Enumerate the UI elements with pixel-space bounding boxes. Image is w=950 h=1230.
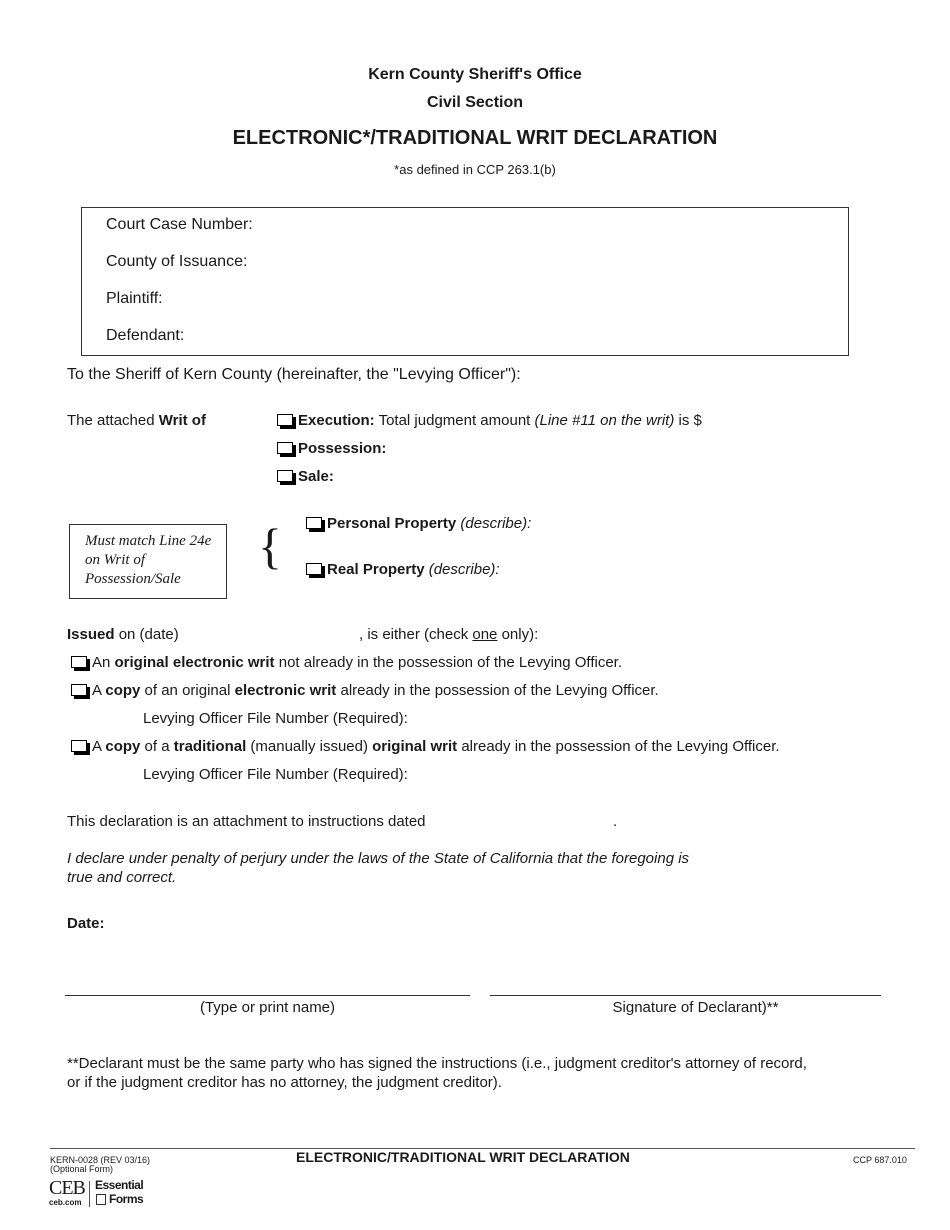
check-one-instruction xyxy=(359,626,538,643)
essential-forms-logo-top: Essential xyxy=(95,1178,144,1192)
forms-doc-icon xyxy=(96,1194,106,1205)
sale-option[interactable] xyxy=(277,468,334,485)
ceb-site: ceb.com xyxy=(49,1198,82,1207)
file-number-label-2: Levying Officer File Number (Required): xyxy=(143,766,408,783)
logo-divider xyxy=(89,1181,90,1207)
issued-label-bold: Issued xyxy=(67,626,115,643)
opt1-c: not already in the possession of the Levying Officer. xyxy=(274,654,622,671)
possession-option[interactable] xyxy=(277,440,386,457)
name-line[interactable] xyxy=(65,995,470,996)
opt2-a: A xyxy=(92,682,106,699)
real-property-option[interactable] xyxy=(306,561,500,578)
writ-intro-bold: Writ of xyxy=(158,412,206,429)
copy-traditional-checkbox[interactable] xyxy=(71,740,87,752)
opt3-c: of a xyxy=(140,738,174,755)
execution-text: Total judgment amount xyxy=(374,412,535,429)
writ-intro-text: The attached xyxy=(67,412,159,429)
essential-forms-logo-bottom: Forms xyxy=(109,1192,144,1206)
name-caption: (Type or print name) xyxy=(199,999,336,1016)
check-one-emph: one xyxy=(472,626,498,643)
real-property-describe: (describe): xyxy=(428,561,500,578)
option-copy-traditional[interactable] xyxy=(71,738,780,755)
opt2-c: of an original xyxy=(140,682,235,699)
check-one-post: only): xyxy=(497,626,539,643)
opt3-f: original writ xyxy=(372,738,458,755)
opt2-d: electronic writ xyxy=(234,682,337,699)
opt2-e: already in the possession of the Levying Officer. xyxy=(336,682,659,699)
page-title: ELECTRONIC*/TRADITIONAL WRIT DECLARATION xyxy=(232,127,718,149)
opt1-a: An xyxy=(92,654,115,671)
declarant-note-line2: or if the judgment creditor has no attorney, the judgment creditor). xyxy=(67,1074,502,1091)
optional-form-note: (Optional Form) xyxy=(50,1164,114,1174)
signature-line[interactable] xyxy=(490,995,881,996)
agency-name: Kern County Sheriff's Office xyxy=(368,66,582,83)
perjury-declaration-line2: true and correct. xyxy=(67,869,177,886)
attachment-period: . xyxy=(613,813,618,830)
opt3-a: A xyxy=(92,738,106,755)
opt3-e: (manually issued) xyxy=(246,738,373,755)
opt3-b: copy xyxy=(105,738,141,755)
brace-symbol: { xyxy=(258,518,282,574)
real-property-label: Real Property xyxy=(327,561,425,578)
original-electronic-checkbox[interactable] xyxy=(71,656,87,668)
option-original-electronic[interactable] xyxy=(71,654,622,671)
file-number-label: Levying Officer File Number (Required): xyxy=(143,710,408,727)
possession-checkbox[interactable] xyxy=(277,442,293,454)
date-label: Date: xyxy=(67,915,105,932)
line-match-note: Must match Line 24e on Writ of Possession/Sale xyxy=(69,524,227,599)
defendant-label: Defendant: xyxy=(106,327,185,344)
personal-property-describe: (describe): xyxy=(460,515,532,532)
opt2-b: copy xyxy=(105,682,141,699)
execution-option[interactable] xyxy=(277,412,702,429)
real-property-checkbox[interactable] xyxy=(306,563,322,575)
personal-property-checkbox[interactable] xyxy=(306,517,322,529)
issued-label-rest: on (date) xyxy=(114,626,179,643)
attachment-statement: This declaration is an attachment to instructions dated xyxy=(67,813,426,830)
execution-checkbox[interactable] xyxy=(277,414,293,426)
option-copy-electronic[interactable] xyxy=(71,682,659,699)
case-number-label: Court Case Number: xyxy=(106,216,253,233)
title-footnote: *as defined in CCP 263.1(b) xyxy=(394,162,556,177)
opt3-d: traditional xyxy=(173,738,247,755)
plaintiff-label: Plaintiff: xyxy=(106,290,163,307)
declarant-note-line1: **Declarant must be the same party who has signed the instructions (i.e., judgment creditor's attorney of record, xyxy=(67,1055,807,1072)
possession-label: Possession: xyxy=(298,440,387,457)
sale-label: Sale: xyxy=(298,468,334,485)
ceb-logo: CEB xyxy=(49,1177,85,1199)
opt1-b: original electronic writ xyxy=(114,654,275,671)
personal-property-option[interactable] xyxy=(306,515,531,532)
check-one-pre: , is either (check xyxy=(359,626,473,643)
execution-amount-label: is $ xyxy=(674,412,702,429)
footer-title: ELECTRONIC/TRADITIONAL WRIT DECLARATION xyxy=(296,1149,630,1165)
section-name: Civil Section xyxy=(426,94,524,111)
issued-label xyxy=(67,626,179,643)
signature-caption: Signature of Declarant)** xyxy=(612,999,779,1016)
personal-property-label: Personal Property xyxy=(327,515,457,532)
copy-electronic-checkbox[interactable] xyxy=(71,684,87,696)
county-label: County of Issuance: xyxy=(106,253,248,270)
execution-label: Execution: xyxy=(298,412,375,429)
opt3-g: already in the possession of the Levying Officer. xyxy=(457,738,780,755)
form-number: KERN-0028 (REV 03/16) xyxy=(50,1155,151,1165)
writ-intro xyxy=(67,412,206,429)
perjury-declaration-line1: I declare under penalty of perjury under the laws of the State of California that the foregoing is xyxy=(67,850,690,867)
execution-line-ref: (Line #11 on the writ) xyxy=(534,412,675,429)
sale-checkbox[interactable] xyxy=(277,470,293,482)
footer-code: CCP 687.010 xyxy=(853,1155,907,1165)
addressee-line: To the Sheriff of Kern County (hereinafter, the "Levying Officer"): xyxy=(67,366,521,383)
